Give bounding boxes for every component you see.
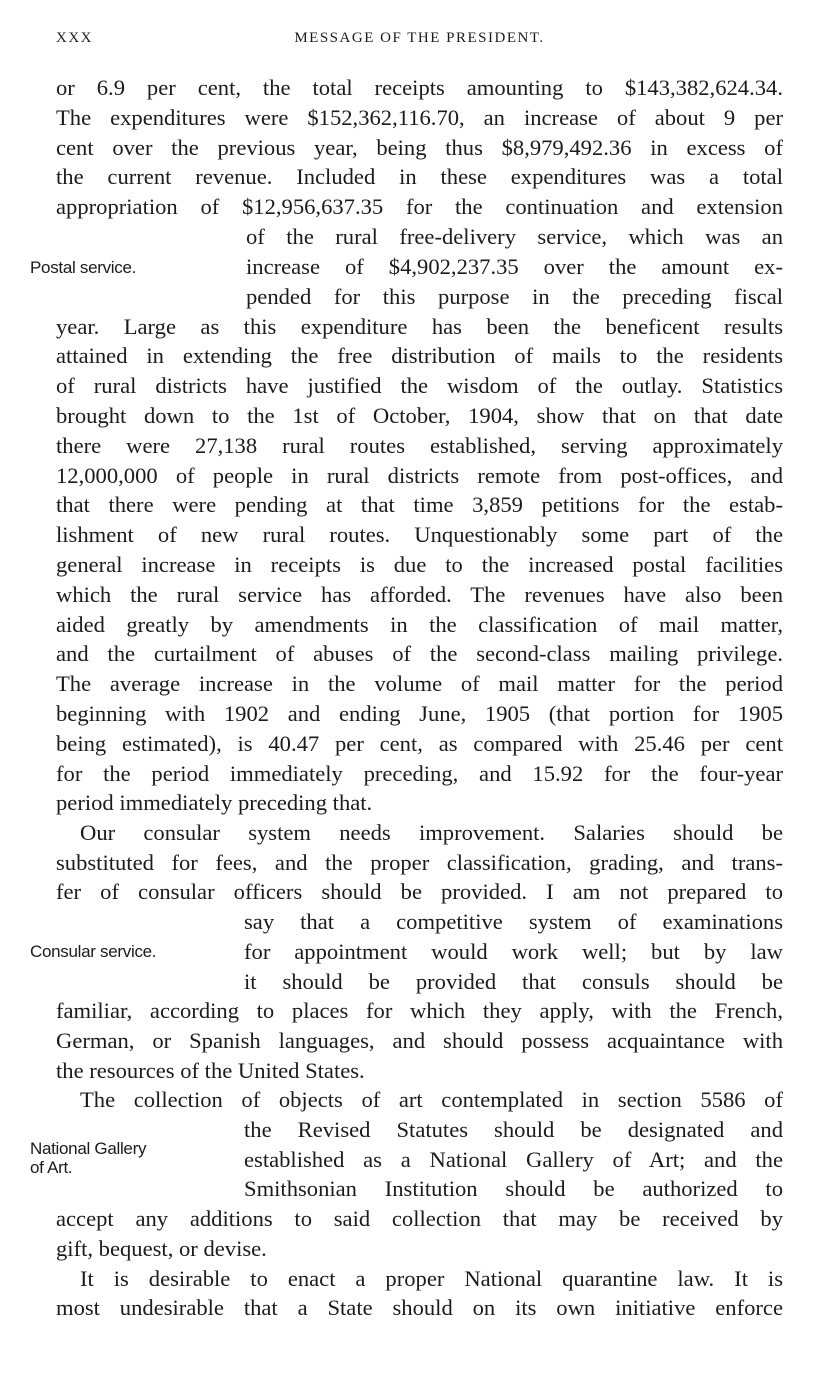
text-line: the Revised Statutes should be designated and bbox=[244, 1117, 783, 1142]
text-line: pended for this purpose in the preceding fiscal bbox=[246, 284, 783, 309]
sidenote-of-art: of Art. bbox=[30, 1158, 73, 1177]
text-line: the resources of the United States. bbox=[56, 1058, 365, 1083]
text-line: and the curtailment of abuses of the second-class mailing privilege. bbox=[56, 641, 783, 666]
text-line: accept any additions to said collection that may be received by bbox=[56, 1206, 783, 1231]
text-line: 12,000,000 of people in rural districts remote from post-offices, and bbox=[56, 463, 783, 488]
text-line: of rural districts have justified the wisdom of the outlay. Statistics bbox=[56, 373, 783, 398]
page-number: XXX bbox=[56, 30, 93, 46]
text-line: lishment of new rural routes. Unquestionably some part of the bbox=[56, 522, 783, 547]
text-line: brought down to the 1st of October, 1904, show that on that date bbox=[56, 403, 783, 428]
text-line: Our consular system needs improvement. Salaries should be bbox=[80, 820, 783, 845]
text-line: say that a competitive system of examinations bbox=[244, 909, 783, 934]
text-line: being estimated), is 40.47 per cent, as compared with 25.46 per cent bbox=[56, 731, 783, 756]
text-line: aided greatly by amendments in the classification of mail matter, bbox=[56, 612, 783, 637]
text-line: established as a National Gallery of Art; and the bbox=[244, 1147, 783, 1172]
text-line: German, or Spanish languages, and should possess acquaintance with bbox=[56, 1028, 783, 1053]
text-line: most undesirable that a State should on its own initiative enforce bbox=[56, 1295, 783, 1320]
text-line: beginning with 1902 and ending June, 1905 (that portion for 1905 bbox=[56, 701, 783, 726]
text-line: general increase in receipts is due to the increased postal facilities bbox=[56, 552, 783, 577]
text-line: increase of $4,902,237.35 over the amount ex- bbox=[246, 254, 783, 279]
text-line: of the rural free-delivery service, which was an bbox=[246, 224, 783, 249]
text-line: The collection of objects of art contemplated in section 5586 of bbox=[80, 1087, 783, 1112]
text-line: attained in extending the free distribution of mails to the residents bbox=[56, 343, 783, 368]
text-line: familiar, according to places for which they apply, with the French, bbox=[56, 998, 783, 1023]
text-line: appropriation of $12,956,637.35 for the continuation and extension bbox=[56, 194, 783, 219]
running-head: MESSAGE OF THE PRESIDENT. bbox=[294, 30, 545, 46]
text-line: for the period immediately preceding, and 15.92 for the four-year bbox=[56, 761, 783, 786]
page-header bbox=[56, 30, 783, 54]
text-line: year. Large as this expenditure has been the beneficent results bbox=[56, 314, 783, 339]
text-line: which the rural service has afforded. The revenues have also been bbox=[56, 582, 783, 607]
text-line: substituted for fees, and the proper classification, grading, and trans- bbox=[56, 850, 783, 875]
sidenote-national-gallery: National Gallery bbox=[30, 1139, 147, 1158]
text-line: It is desirable to enact a proper National quarantine law. It is bbox=[80, 1266, 783, 1291]
text-line: gift, bequest, or devise. bbox=[56, 1236, 267, 1261]
sidenote-consular-service: Consular service. bbox=[30, 942, 157, 961]
sidenote-postal-service: Postal service. bbox=[30, 258, 137, 277]
text-line: The average increase in the volume of mail matter for the period bbox=[56, 671, 783, 696]
text-line: there were 27,138 rural routes established, serving approximately bbox=[56, 433, 783, 458]
text-line: cent over the previous year, being thus $8,979,492.36 in excess of bbox=[56, 135, 783, 160]
text-line: that there were pending at that time 3,859 petitions for the estab- bbox=[56, 492, 783, 517]
text-line: Smithsonian Institution should be authorized to bbox=[244, 1176, 783, 1201]
text-line: The expenditures were $152,362,116.70, an increase of about 9 per bbox=[56, 105, 783, 130]
text-line: for appointment would work well; but by law bbox=[244, 939, 783, 964]
text-line: fer of consular officers should be provided. I am not prepared to bbox=[56, 879, 783, 904]
text-line: it should be provided that consuls should be bbox=[244, 969, 783, 994]
text-line: or 6.9 per cent, the total receipts amounting to $143,382,624.34. bbox=[56, 75, 783, 100]
text-line: period immediately preceding that. bbox=[56, 790, 373, 815]
text-line: the current revenue. Included in these expenditures was a total bbox=[56, 164, 783, 189]
